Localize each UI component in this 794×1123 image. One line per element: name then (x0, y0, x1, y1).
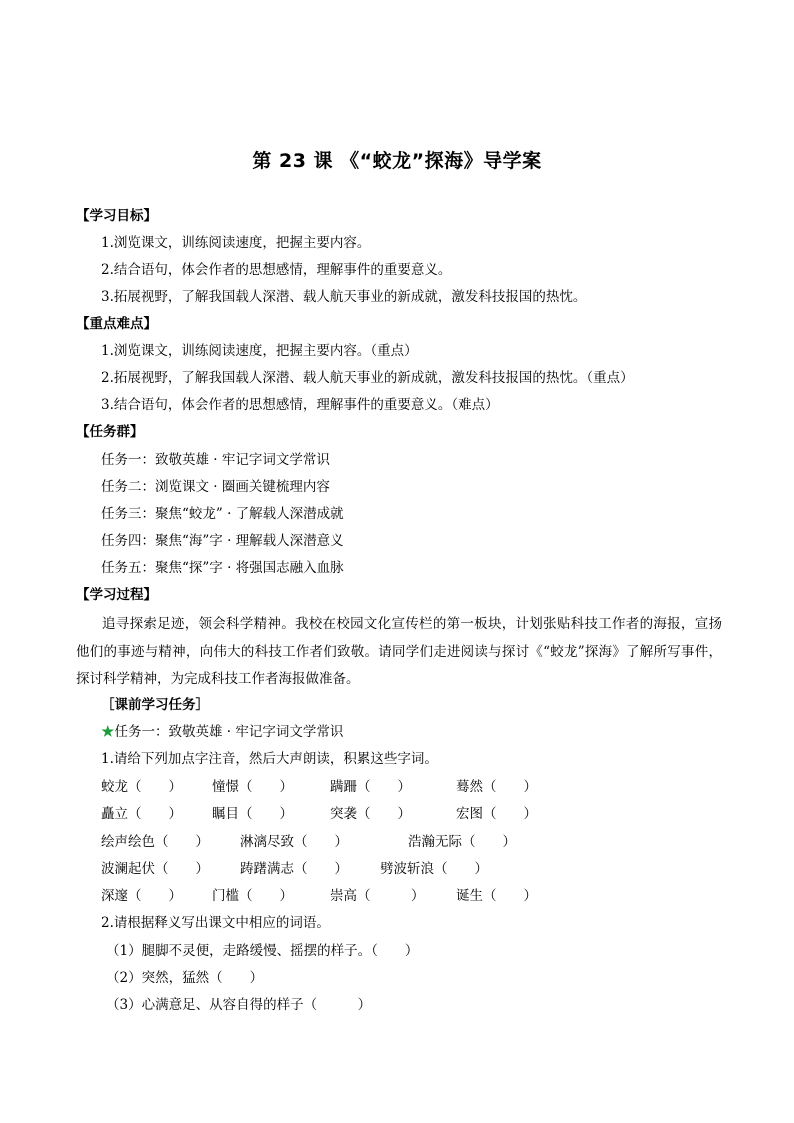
definition-item: （3）心满意足、从容自得的样子（ ） (106, 997, 372, 1013)
task-item: 任务四：聚焦“海”字 · 理解载人深潜意义 (101, 533, 344, 549)
goal-item: 3.拓展视野，了解我国载人深潜、载人航天事业的新成就，激发科技报国的热忱。 (101, 289, 587, 305)
key-point-item: 2.拓展视野，了解我国载人深潜、载人航天事业的新成就，激发科技报国的热忱。（重点） (101, 370, 634, 386)
goal-item: 1.浏览课文，训练阅读速度，把握主要内容。 (101, 235, 371, 251)
section-heading-tasks: 【任务群】 (76, 424, 144, 440)
word-item: 踌躇满志（ ） (240, 861, 348, 877)
word-item: 瞩目（ ） (212, 806, 293, 822)
word-item: 浩瀚无际（ ） (408, 834, 516, 850)
word-item: 宏图（ ） (456, 806, 537, 822)
task-item: 任务二：浏览课文 · 圈画关键梳理内容 (101, 479, 330, 495)
goal-item: 2.结合语句，体会作者的思想感情，理解事件的重要意义。 (101, 262, 452, 278)
word-item: 波澜起伏（ ） (101, 861, 209, 877)
task-item: 任务三：聚焦“蛟龙” · 了解载人深潜成就 (101, 506, 344, 522)
word-item: 蹒跚（ ） (330, 779, 411, 795)
word-item: 淋漓尽致（ ） (240, 834, 348, 850)
word-item: 矗立（ ） (101, 806, 182, 822)
word-item: 门槛（ ） (212, 888, 293, 904)
star-icon: ★ (101, 724, 115, 740)
word-item: 蓦然（ ） (456, 779, 537, 795)
page-title: 第 23 课 《“蛟龙”探海》导学案 (252, 150, 542, 172)
section-heading-process: 【学习过程】 (76, 587, 157, 603)
definition-item: （1）腿脚不灵便，走路缓慢、摇摆的样子。（ ） (106, 943, 419, 959)
word-item: 憧憬（ ） (212, 779, 293, 795)
process-intro-paragraph: 追寻探索足迹，领会科学精神。我校在校园文化宣传栏的第一板块，计划张贴科技工作者的海报，宣扬他们的事迹与精神，向伟大的科技工作者们致敬。请同学们走进阅读与探讨《“蛟龙”探海》了解所写事件，探讨科学精神，为完成科技工作者海报做准备。 (76, 616, 722, 687)
task-item: 任务一：致敬英雄 · 牢记字词文学常识 (101, 452, 330, 468)
word-item: 诞生（ ） (456, 888, 537, 904)
question-2: 2.请根据释义写出课文中相应的词语。 (101, 915, 330, 931)
task1-line (101, 722, 343, 742)
word-item: 绘声绘色（ ） (101, 834, 209, 850)
word-item: 崇高（ ） (330, 888, 425, 904)
task1-label: 任务一：致敬英雄 · 牢记字词文学常识 (114, 724, 344, 740)
key-point-item: 1.浏览课文，训练阅读速度，把握主要内容。（重点） (101, 343, 418, 359)
section-heading-key-points: 【重点难点】 (76, 316, 157, 332)
word-item: 深邃（ ） (101, 888, 182, 904)
section-heading-goals: 【学习目标】 (76, 208, 157, 224)
question-1: 1.请给下列加点字注音，然后大声朗读，积累这些字词。 (101, 751, 438, 767)
definition-item: （2）突然，猛然（ ） (106, 970, 264, 986)
word-item: 突袭（ ） (330, 806, 411, 822)
task-item: 任务五：聚焦“探”字 · 将强国志融入血脉 (101, 560, 344, 576)
pre-class-heading: ［课前学习任务］ (101, 697, 209, 713)
word-item: 蛟龙（ ） (101, 779, 182, 795)
word-item: 劈波斩浪（ ） (380, 861, 488, 877)
key-point-item: 3.结合语句，体会作者的思想感情，理解事件的重要意义。（难点） (101, 397, 499, 413)
